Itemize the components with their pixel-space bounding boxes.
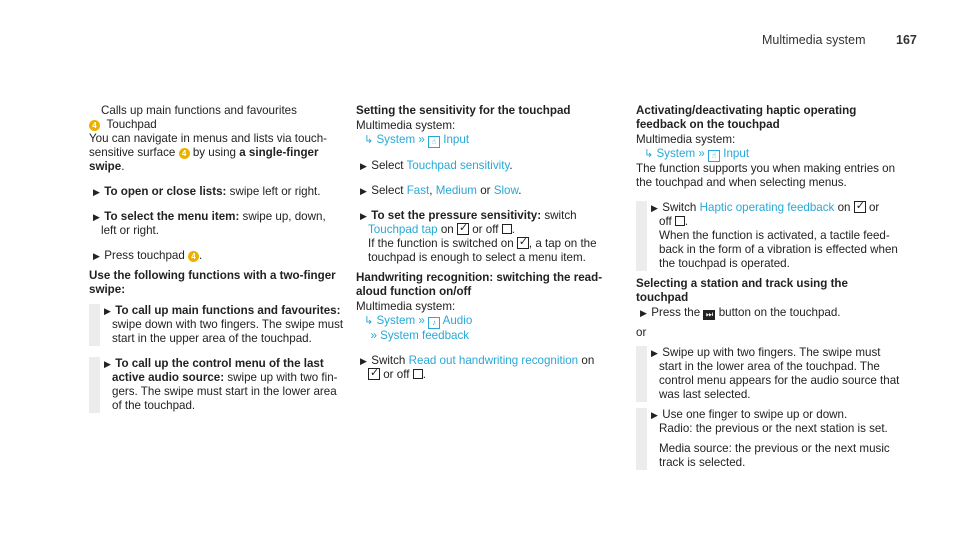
nav-hook-icon: ↳ <box>364 134 374 146</box>
step-arrow-icon: ▶ <box>651 348 658 358</box>
checkbox-off-icon <box>675 216 685 226</box>
checkbox-on-icon <box>517 237 529 249</box>
page-number: 167 <box>896 33 917 47</box>
multimedia-system-label: Multimedia system: <box>356 119 456 132</box>
section-heading-two-finger: Use the following functions with a two-finger swipe: <box>89 269 336 296</box>
nav-path-system-audio: ↳ System » ♪ Audio » System feedback <box>364 314 473 342</box>
nav-hook-icon: ↳ <box>644 148 654 160</box>
touch-input-icon: ☝ <box>428 136 440 148</box>
step-swipe-up: ▶ Swipe up with two fingers. The swipe must start in the lower area of the touchpad. The control menu appears for the audio source that was last selected. <box>636 346 902 402</box>
multimedia-system-label: Multimedia system: <box>636 133 736 146</box>
step-arrow-icon: ▶ <box>93 212 100 222</box>
section-heading-handwriting: Handwriting recognition: switching the read-aloud function on/off <box>356 271 603 298</box>
step-select-menu-item: ▶ To select the menu item: swipe up, down, left or right. <box>93 210 326 237</box>
step-haptic-switch: ▶ Switch Haptic operating feedback on ✓ or off . When the function is activated, a tactile feed-back in the form of a vibration is effected when the touchpad is operated. <box>636 201 902 271</box>
step-open-close-lists: ▶ To open or close lists: swipe left or right. <box>93 185 321 198</box>
step-arrow-icon: ▶ <box>93 251 100 261</box>
step-arrow-icon: ▶ <box>651 203 658 213</box>
skip-forward-icon: ⏭ <box>703 310 715 320</box>
checkbox-on-icon <box>457 223 469 235</box>
step-arrow-icon: ▶ <box>93 187 100 197</box>
step-one-finger: ▶ Use one finger to swipe up or down. Radio: the previous or the next station is set. Media source: the previous or the next music track is selected. <box>636 408 902 470</box>
column-1 <box>89 104 347 413</box>
callout-4-icon: 4 <box>89 120 100 131</box>
step-press-touchpad: ▶ Press touchpad 4 . <box>93 249 203 262</box>
step-arrow-icon: ▶ <box>360 186 367 196</box>
step-select-speed: ▶ Select Fast, Medium or Slow. <box>360 184 522 197</box>
touch-input-icon: ☝ <box>708 150 720 162</box>
section-heading-sensitivity: Setting the sensitivity for the touchpad <box>356 104 571 117</box>
step-arrow-icon: ▶ <box>360 211 367 221</box>
section-heading-station-track: Selecting a station and track using the touchpad <box>636 277 848 304</box>
or-separator: or <box>636 326 647 339</box>
nav-path-system-input: ↳ System » ☝ Input <box>364 133 470 146</box>
nav-chevron-icon: » <box>370 329 377 342</box>
step-arrow-icon: ▶ <box>360 356 367 366</box>
step-arrow-icon: ▶ <box>651 410 658 420</box>
step-main-functions: ▶ To call up main functions and favourites: swipe down with two fingers. The swipe must start in the upper area of the touchpad. <box>89 304 347 346</box>
step-arrow-icon: ▶ <box>360 161 367 171</box>
nav-chevron-icon: » <box>418 314 425 327</box>
nav-path-system-input: ↳ System » ☝ Input <box>644 147 750 160</box>
step-read-out-switch: ▶ Switch Read out handwriting recognition on ✓ or off . <box>356 354 618 382</box>
haptic-description: The function supports you when making entries on the touchpad and when selecting menus. <box>636 162 896 189</box>
checkbox-on-icon <box>368 368 380 380</box>
checkbox-off-icon <box>413 369 423 379</box>
nav-hook-icon: ↳ <box>364 315 374 327</box>
step-control-menu: ▶ To call up the control menu of the last active audio source: swipe up with two fin-gers. The swipe must start in the lower area of the touchpad. <box>89 357 347 413</box>
step-arrow-icon: ▶ <box>640 308 647 318</box>
legend-line-4: 4 Touchpad <box>89 118 347 132</box>
step-arrow-icon: ▶ <box>104 359 111 369</box>
page-header-title: Multimedia system <box>762 33 866 47</box>
step-arrow-icon: ▶ <box>104 306 111 316</box>
nav-chevron-icon: » <box>698 147 705 160</box>
checkbox-on-icon <box>854 201 866 213</box>
legend-line-3: Calls up main functions and favourites <box>101 104 297 117</box>
section-heading-haptic: Activating/deactivating haptic operating feedback on the touchpad <box>636 104 857 131</box>
audio-icon: ♪ <box>428 317 440 329</box>
step-select-sensitivity: ▶ Select Touchpad sensitivity. <box>360 159 513 172</box>
checkbox-off-icon <box>502 224 512 234</box>
step-pressure-sensitivity: ▶ To set the pressure sensitivity: switch Touchpad tap on ✓ or off . If the function is switched on ✓ , a tap on the touchpad is enough to select a menu item. <box>356 209 618 265</box>
intro-paragraph: You can navigate in menus and lists via touch- sensitive surface 4 by using a single-finger swipe. <box>89 132 328 173</box>
column-3 <box>636 104 902 470</box>
callout-4-icon: 4 <box>179 148 190 159</box>
step-press-forward: ▶ Press the ⏭ button on the touchpad. <box>640 306 841 319</box>
multimedia-system-label: Multimedia system: <box>356 300 456 313</box>
callout-4-icon: 4 <box>188 251 199 262</box>
nav-chevron-icon: » <box>418 133 425 146</box>
column-2 <box>356 104 618 382</box>
